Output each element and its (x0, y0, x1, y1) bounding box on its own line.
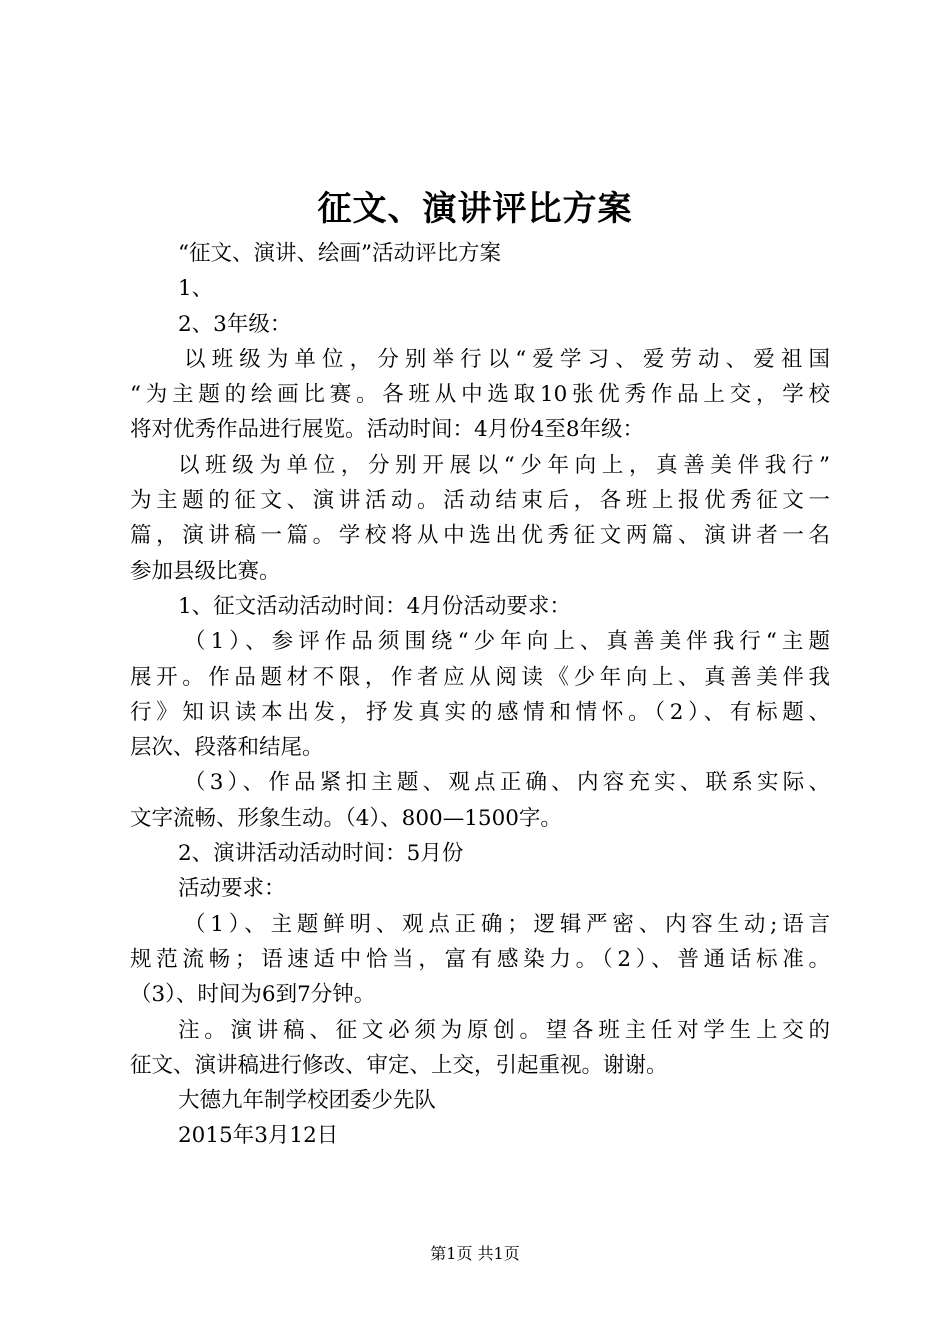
paragraph-line: 层次、段落和结尾。 (130, 735, 324, 761)
paragraph-line: （1）、参评作品须围绕“少年向上、真善美伴我行“主题 (184, 629, 830, 655)
paragraph-line: 征文、演讲稿进行修改、审定、上交，引起重视。谢谢。 (130, 1052, 668, 1078)
paragraph-line: 展开。作品题材不限，作者应从阅读《少年向上、真善美伴我 (130, 664, 830, 690)
paragraph-line: 2、3年级： (178, 311, 292, 337)
paragraph-line: （3）、作品紧扣主题、观点正确、内容充实、联系实际、 (184, 770, 830, 796)
paragraph-line: 以班级为单位，分别举行以“爱学习、爱劳动、爱祖国 (184, 346, 830, 372)
paragraph-line: 文字流畅、形象生动。（4）、800—1500字。 (130, 805, 562, 831)
section-heading: 1、征文活动活动时间：4月份活动要求： (178, 593, 571, 619)
paragraph-line: 规范流畅；语速适中恰当，富有感染力。（2）、普通话标准。 (130, 946, 830, 972)
paragraph-line: 为主题的征文、演讲活动。活动结束后，各班上报优秀征文一 (130, 488, 830, 514)
subtitle-line: “征文、演讲、绘画”活动评比方案 (178, 241, 501, 266)
paragraph-line: （1）、主题鲜明、观点正确；逻辑严密、内容生动;语言 (184, 911, 830, 937)
signature-line: 大德九年制学校团委少先队 (178, 1088, 437, 1114)
paragraph-line: 活动要求： (178, 876, 286, 902)
paragraph-line: 篇，演讲稿一篇。学校将从中选出优秀征文两篇、演讲者一名 (130, 523, 830, 549)
document-body (130, 236, 830, 1154)
document-title: 征文、演讲评比方案 (317, 189, 633, 229)
paragraph-line: 将对优秀作品进行展览。活动时间：4月份4至8年级： (130, 417, 645, 443)
date-line: 2015年3月12日 (178, 1123, 339, 1149)
paragraph-line: 参加县级比赛。 (130, 558, 281, 584)
paragraph-line: 以班级为单位，分别开展以“少年向上，真善美伴我行” (178, 452, 830, 478)
paragraph-line: （3）、时间为6到7分钟。 (130, 982, 376, 1008)
paragraph-line: 行》知识读本出发，抒发真实的感情和情怀。（2）、有标题、 (130, 699, 830, 725)
page-footer: 第1页 共1页 (430, 1244, 520, 1263)
paragraph-line: 注。演讲稿、征文必须为原创。望各班主任对学生上交的 (178, 1017, 830, 1043)
paragraph-line: “为主题的绘画比赛。各班从中选取10张优秀作品上交，学校 (130, 382, 830, 408)
paragraph-line: 1、 (178, 276, 214, 302)
section-heading: 2、演讲活动活动时间：5月份 (178, 841, 464, 867)
